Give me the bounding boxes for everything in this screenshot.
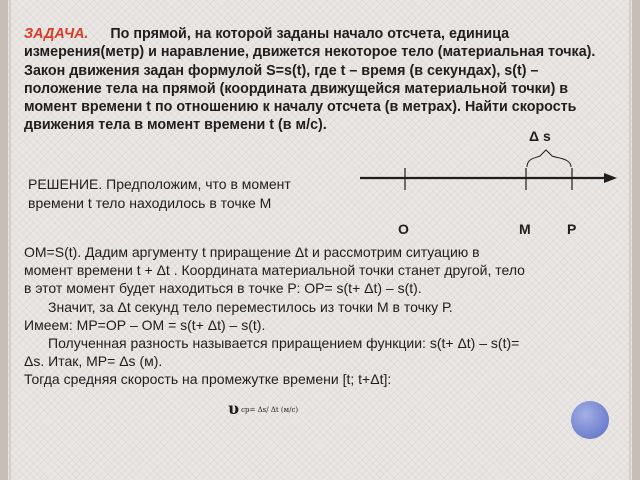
solution-text: РЕШЕНИЕ. Предположим, что в момент времени t тело находилось в точке М <box>28 176 291 211</box>
body-line: момент времени t + Δt . Координата материальной точки станет другой, тело <box>24 262 525 279</box>
arrow-head-icon <box>604 173 617 183</box>
decorative-circle <box>571 401 609 439</box>
body-line: Полученная разность называется приращением функции: s(t+ Δt) – s(t)= <box>48 335 520 352</box>
body-line: Тогда средняя скорость на промежутке времени [t; t+Δt]: <box>24 371 392 388</box>
body-line: OM=S(t). Дадим аргументу t приращение Δt и рассмотрим ситуацию в <box>24 244 480 260</box>
task-text: По прямой, на которой заданы начало отсчета, единица измерения(метр) и наравление, движется некоторое тело (материальная точка). Закон движения задан формулой S=s(t), где t – время (в секундах), s(t) – положение тела на прямой (координата движущейся материальной точки) в момент времени t по отношению к началу отсчета (в метрах). Найти скорость движения тела в момент времени t (в м/с). <box>24 26 596 134</box>
body-line: Значит, за Δt секунд тело переместилось из точки М в точку Р. <box>48 298 453 315</box>
delta-brace <box>527 150 571 167</box>
body-line: Δs. Итак, МР= Δs (м). <box>24 353 163 370</box>
velocity-symbol: υ <box>228 399 240 418</box>
task-label: ЗАДАЧА. <box>24 26 89 42</box>
point-m-label: M <box>519 221 531 237</box>
solution-body <box>24 243 614 389</box>
point-o-label: O <box>398 221 409 237</box>
velocity-subscript: ср= Δs/ Δt (м/с) <box>241 406 299 414</box>
body-line: Имеем: МР=ОР – ОМ = s(t+ Δt) – s(t). <box>24 316 266 333</box>
point-p-label: P <box>567 221 577 237</box>
delta-s-label: Δ s <box>529 128 551 144</box>
body-line: в этот момент будет находиться в точке Р: ОР= s(t+ Δt) – s(t). <box>24 280 422 297</box>
velocity-formula <box>228 399 298 418</box>
